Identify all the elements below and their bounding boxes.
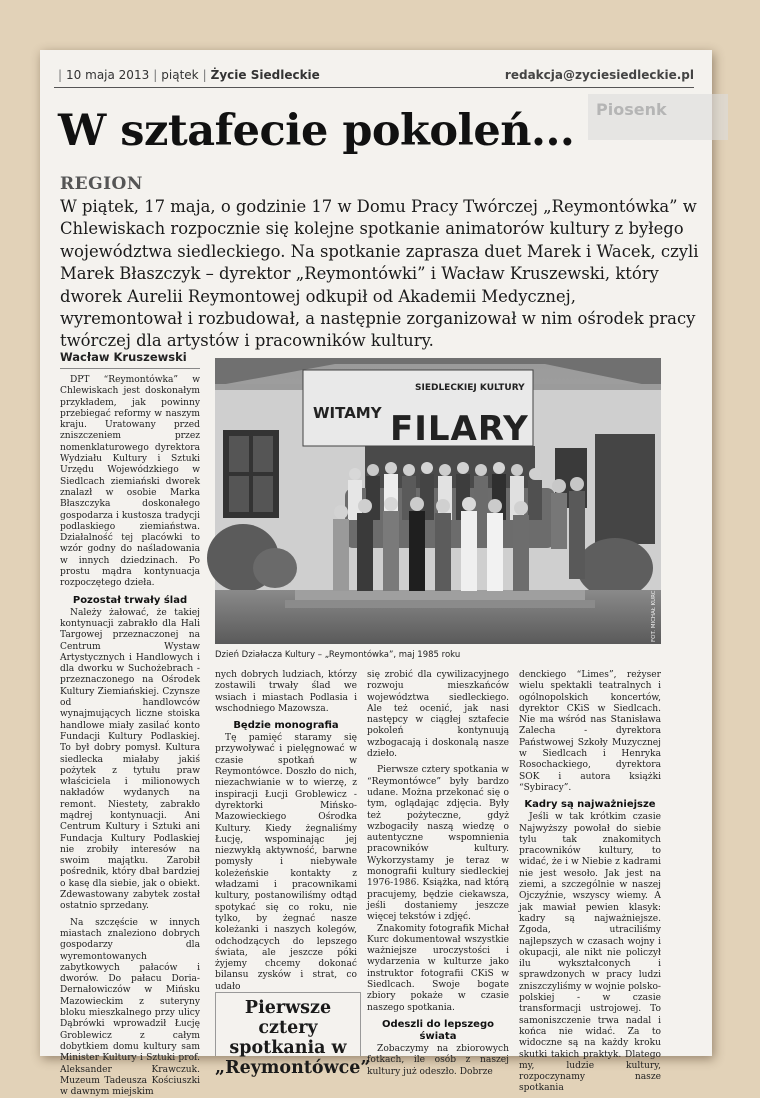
boxed-subheading: Pierwsze cztery spotkania w „Reymontówce” xyxy=(215,998,371,1078)
article-headline: W sztafecie pokoleń... xyxy=(58,106,575,156)
group-photo xyxy=(215,358,661,644)
author-byline: Wacław Kruszewski xyxy=(60,350,187,364)
subheading: Pozostał trwały ślad xyxy=(72,594,188,606)
subheading: Kadry są najważniejsze xyxy=(524,799,656,811)
paragraph: Tę pamięć staramy się przywoływać i pielęgnować w czasie spotkań w Reymontówce. Doszło do nich, niezachwianie w to wierzę, z inspiracji Łucji Groblewicz - dyrektorki Mińsko-Mazowieckiego Ośrodka Kultury. Kiedy żegnaliśmy Łucję, wspominając jej niezwykłą aktywność, barwne pomysły i niebywałe koleżeńskie kontakty z władzami i pracownikami kultury, postanowiliśmy odtąd spotykać się co roku, nie tylko, by żegnać nasze koleżanki i naszych kolegów, odchodzących do lepszego świata, ale jeszcze póki żyjemy chcemy dokonać bilansu zysków i strat, co udało xyxy=(215,733,357,992)
paragraph: Pierwsze cztery spotkania w “Reymontówce” były bardzo udane. Można przekonać się o tym, oglądając zdjęcia. Były też pożyteczne, gdyż wzbogaciły naszą wiedzę o autentyczne wspomnienia pracowników kultury. Wykorzystamy je teraz w monografii kultury siedleckiej 1976-1986. Książka, nad którą pracujemy, będzie ciekawsza, jeśli dostaniemy jeszcze więcej tekstów i zdjęć. xyxy=(367,765,509,923)
paragraph: się zrobić dla cywilizacyjnego rozwoju mieszkańców województwa siedleckiego. Ale też ocenić, jak nasi następcy w ciągłej sztafecie pokoleń kontynuują wzbogacają i doskonalą nasze dzieło. xyxy=(367,670,509,760)
paragraph: Jeśli w tak krótkim czasie Najwyższy powołał do siebie tylu tak znakomitych pracowników kultury, to widać, że i w Niebie z kadrami nie jest wesoło. Jak jest na ziemi, a szczególnie w naszej Ojczyźnie, wszyscy wiemy. A jak mawiał pewien klasyk: kadry są najważniejsze. Zgoda, utraciliśmy najlepszych w czasach wojny i okupacji, ale nikt nie policzył ilu wykształconych i sprawdzonych w pracy ludzi zniszczyliśmy w wojnie polsko-polskiej - w czasie transformacji ustrojowej. To samoniszczenie trwa nadal i końca nie widać. Za to widoczne są na każdy kroku skutki takich praktyk. Dlatego my, ludzie kultury, rozpoczynamy nasze spotkania xyxy=(519,812,661,1094)
text-column-1 xyxy=(60,375,200,1098)
adjacent-article-ghost-text: Piosenk xyxy=(596,100,667,119)
page-header-left: | 10 maja 2013 | piątek | Życie Siedleckie xyxy=(58,68,320,82)
text-column-3 xyxy=(367,670,509,1077)
banner-main-text: FILARY xyxy=(390,409,529,449)
paragraph: Znakomity fotografik Michał Kurc dokumentował wszystkie ważniejsze uroczystości i wydarzenia w kulturze jako instruktor fotografii CKiS w Siedlcach. Swoje bogate zbiory pokaże w czasie naszego spotkania. xyxy=(367,923,509,1013)
header-rule xyxy=(54,87,694,88)
editorial-email: redakcja@zyciesiedleckie.pl xyxy=(504,68,694,82)
paragraph: denckiego “Limes”, reżyser wielu spektakli teatralnych i ogólnopolskich koncertów, dyrektor CKiS w Siedlcach. Nie ma wśród nas Stanisława Zalecha - dyrektora Państwowej Szkoły Muzycznej w Siedlcach i Henryka Rosochackiego, dyrektora SOK i autora książki “Sybiracy”. xyxy=(519,670,661,793)
paragraph: Należy żałować, że takiej kontynuacji zabrakło dla Hali Targowej przeznaczonej na Centrum Wystaw Artystycznych i Handlowych i dla dworku w Suchożebrach - przeznaczonego na Ośrodek Kultury Ziemiańskiej. Czynsze od handlowców wynajmujących liczne stoiska handlowe miały zasilać konto Fundacji Kultury Podlaskiej. To był dobry pomysł. Kultura siedlecka miałaby jakiś pożytek z tytułu praw właściciela i milionowych nakładów wydanych na remont. Niestety, zabrakło mądrej kontynuacji. Ani Centrum Kultury i Sztuki ani Fundacja Kultury Podlaskiej nie zrobiły interesów na swoim majątku. Zarobił pośrednik, który dbał bardziej o kasę dla siebie, jak o obiekt. Zdewastowany zabytek został ostatnio sprzedany. xyxy=(60,607,200,912)
paragraph: DPT “Reymontówka” w Chlewiskach jest doskonałym przykładem, jak powinny przebiegać reformy w naszym kraju. Uratowany przed zniszczeniem przez nomenklaturowego dyrektora Wydziału Kultury i Sztuki Urzędu Wojewódzkiego w Siedlcach ziemiański dworek znalazł w osobie Marka Błaszczyka doskonałego gospodarza i kustosza tradycji podlaskiego ziemiaństwa. Działalność tej placówki to wzór godny do naśladowania w innych dziedzinach. Po prostu mądra kontynuacja rozpoczętego dzieła. xyxy=(60,375,200,589)
article-lead: W piątek, 17 maja, o godzinie 17 w Domu Pracy Twórczej „Reymontówka” w Chlewiskach rozpocznie się kolejne spotkanie animatorów kultury z byłego województwa siedleckiego. Na spotkanie zaprasza duet Marek i Wacek, czyli Marek Błaszczyk – dyrektor „Reymontówki” i Wacław Kruszewski, który dworek Aurelii Reymontowej odkupił od Akademii Medycznej, wyremontował i rozbudował, a następnie zorganizował w nim ośrodek pracy twórczej dla artystów i pracowników kultury. xyxy=(60,197,699,351)
byline-rule xyxy=(60,368,200,369)
newspaper-page xyxy=(40,50,712,1098)
subheading: Będzie monografia xyxy=(233,720,339,732)
group-photo-drawing xyxy=(215,358,661,644)
photo-credit: FOT. MICHAŁ KURC xyxy=(651,590,657,642)
section-label: REGION xyxy=(60,174,143,194)
text-column-2 xyxy=(215,670,357,992)
photo-caption: Dzień Działacza Kultury – „Reymontówka”, maj 1985 roku xyxy=(215,650,461,660)
subheading: Odeszli do lepszego świata xyxy=(381,1018,494,1042)
issue-weekday: piątek xyxy=(161,68,199,82)
paragraph: Na szczęście w innych miastach znaleziono dobrych gospodarzy dla wyremontowanych zabytkowych pałaców i dworów. Do pałacu Doria-Dernałowiczów w Mińsku Mazowieckim z suteryny bloku mieszkalnego przy ulicy Dąbrówki wprowadził Łucję Groblewicz z całym dobytkiem domu kultury sam Minister Kultury i Sztuki prof. Aleksander Krawczuk. Muzeum Tadeusza Kościuszki w dawnym miejskim xyxy=(60,917,200,1098)
paragraph: nych dobrych ludziach, którzy zostawili trwały ślad we wsiach i miastach Podlasia i wschodniego Mazowsza. xyxy=(215,670,357,714)
banner-top-text: SIEDLECKIEJ KULTURY xyxy=(415,383,525,393)
paper-name: Życie Siedleckie xyxy=(210,68,320,82)
issue-date: 10 maja 2013 xyxy=(66,68,150,82)
text-column-4 xyxy=(519,670,661,1094)
banner-welcome-text: WITAMY xyxy=(313,404,382,422)
paragraph: Zobaczymy na zbiorowych fotkach, ile osób z naszej kultury już odeszło. Dobrze xyxy=(367,1043,509,1077)
